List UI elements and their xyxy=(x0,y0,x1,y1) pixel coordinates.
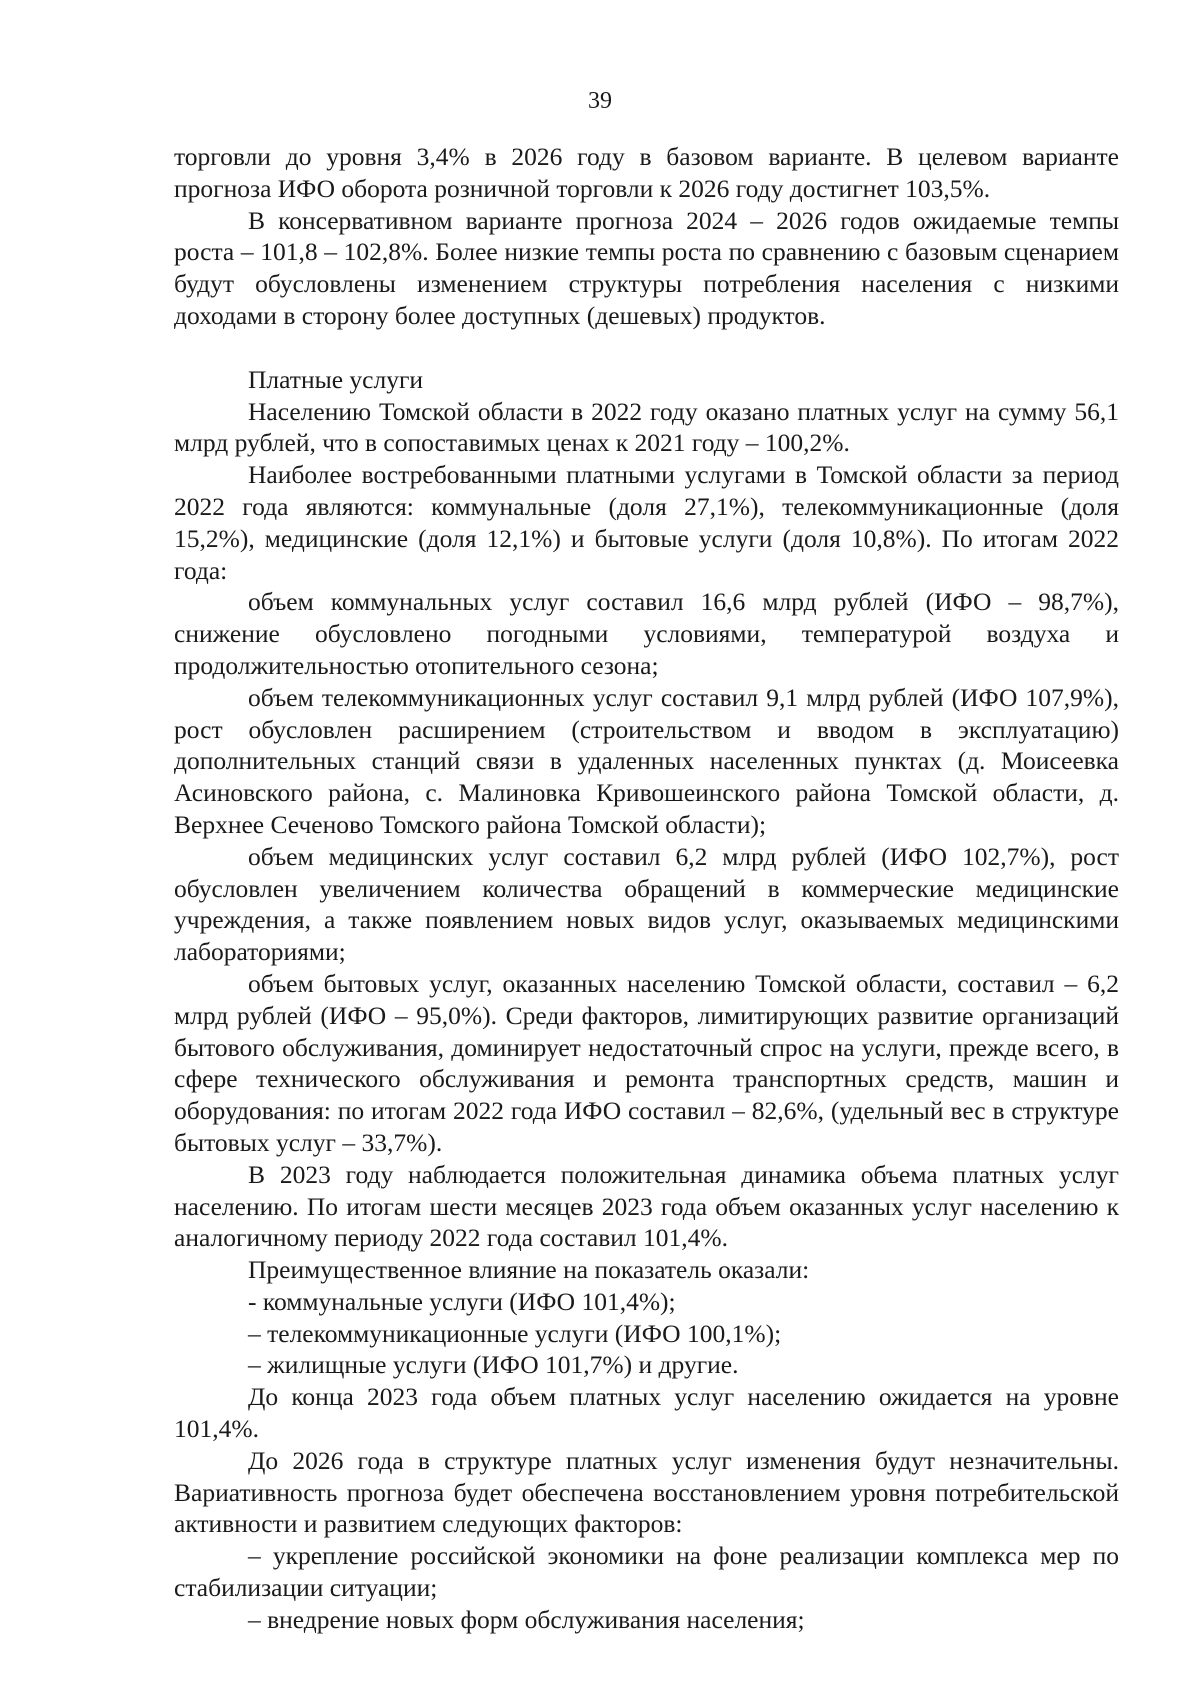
paragraph-most-demanded-services: Наиболее востребованными платными услугами в Томской области за период 2022 года являются: коммунальные (доля 27,1%), телекоммуникационные (доля 15,2%), медицинские (доля 12,1%) и бытовые услуги (доля 10,8%). По итогам 2022 года: xyxy=(174,460,1119,585)
list-item-new-service-forms: – внедрение новых форм обслуживания населения; xyxy=(248,1604,805,1634)
list-item-housing: – жилищные услуги (ИФО 101,7%) и другие. xyxy=(248,1350,739,1380)
paragraph-2026-outlook: До 2026 года в структуре платных услуг изменения будут незначительны. Вариативность прогноза будет обеспечена восстановлением уровня потребительской активности и развитием следующих факторов: xyxy=(174,1445,1119,1539)
list-item-communal: - коммунальные услуги (ИФО 101,4%); xyxy=(248,1286,676,1316)
list-item-telecom: – телекоммуникационные услуги (ИФО 100,1%); xyxy=(248,1318,782,1348)
paragraph-household-services: объем бытовых услуг, оказанных населению Томской области, составил – 6,2 млрд рублей (ИФО – 95,0%). Среди факторов, лимитирующих развитие организаций бытового обслуживания, доминирует недостаточный спрос на услуги, прежде всего, в сфере технического обслуживания и ремонта транспортных средств, машин и оборудования: по итогам 2022 года ИФО составил – 82,6%, (удельный вес в структуре бытовых услуг – 33,7%). xyxy=(174,968,1119,1157)
paragraph-end-2023-expectation: До конца 2023 года объем платных услуг населению ожидается на уровне 101,4%. xyxy=(174,1382,1119,1444)
paragraph-paid-services-total: Населению Томской области в 2022 году оказано платных услуг на сумму 56,1 млрд рублей, что в сопоставимых ценах к 2021 году – 100,2%. xyxy=(174,396,1119,458)
paragraph-2023-dynamics: В 2023 году наблюдается положительная динамика объема платных услуг населению. По итогам шести месяцев 2023 года объем оказанных услуг населению к аналогичному периоду 2022 года составил 101,4%. xyxy=(174,1159,1119,1253)
paragraph-retail-forecast: торговли до уровня 3,4% в 2026 году в базовом варианте. В целевом варианте прогноза ИФО оборота розничной торговли к 2026 году достигнет 103,5%. xyxy=(174,142,1119,203)
section-heading-paid-services: Платные услуги xyxy=(248,364,424,394)
list-item-economy-strengthening: – укрепление российской экономики на фоне реализации комплекса мер по стабилизации ситуации; xyxy=(174,1541,1119,1603)
paragraph-conservative-variant: В консервативном варианте прогноза 2024 – 2026 годов ожидаемые темпы роста – 101,8 – 102,8%. Более низкие темпы роста по сравнению с базовым сценарием будут обусловлены изменением структуры потребления населения с низкими доходами в сторону более доступных (дешевых) продуктов. xyxy=(174,205,1119,330)
section-gap xyxy=(174,332,1119,364)
page-number: 39 xyxy=(588,88,612,114)
paragraph-communal-services: объем коммунальных услуг составил 16,6 млрд рублей (ИФО – 98,7%), снижение обусловлено погодными условиями, температурой воздуха и продолжительностью отопительного сезона; xyxy=(174,587,1119,680)
paragraph-main-influence: Преимущественное влияние на показатель оказали: xyxy=(248,1255,810,1285)
paragraph-medical-services: объем медицинских услуг составил 6,2 млрд рублей (ИФО 102,7%), рост обусловлен увеличением количества обращений в коммерческие медицинские учреждения, а также появлением новых видов услуг, оказываемых медицинскими лабораториями; xyxy=(174,841,1119,967)
paragraph-telecom-services: объем телекоммуникационных услуг составил 9,1 млрд рублей (ИФО 107,9%), рост обусловлен расширением (строительством и вводом в эксплуатацию) дополнительных станций связи в удаленных населенных пунктах (д. Моисеевка Асиновского района, с. Малиновка Кривошеинского района Томской области, д. Верхнее Сеченово Томского района Томской области); xyxy=(174,682,1119,839)
document-body xyxy=(174,141,1119,1636)
